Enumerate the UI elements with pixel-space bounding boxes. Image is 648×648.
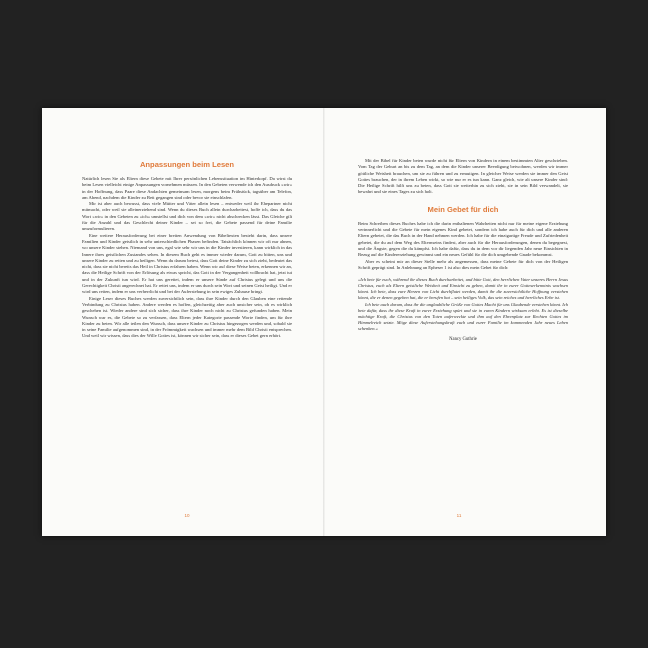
left-paragraph-4: Einige Leser dieses Buches werden zuversichtlich sein, dass ihre Kinder durch den Glauben eine rettende Verbindung zu Christus haben. Andere werden es hoffen, gleichzeitig aber auch unsicher sein, ob es wirklich geschehen ist. Wieder andere sind sich sicher, dass ihre Kinder noch nicht zu Christus gefunden haben. Mein Wunsch war es, die Gebete so zu verfassen, dass Eltern jeder Kategorie passende Worte finden, um für ihre Kinder zu beten. Wir alle teilen den Wunsch, dass unsere Kinder zu Christus hingezogen werden und, sobald sie in seine Familie aufgenommen sind, in der Frömmigkeit wachsen und immer mehr dem Bild Christi entsprechen. Und weil wir wissen, dass dies der Wille Gottes ist, können wir sicher sein, dass er dieses Gebet gern erhört. xyxy=(82,295,292,339)
left-text-column xyxy=(82,160,292,340)
book-spread xyxy=(42,108,606,536)
right-intro-paragraph: Mit der Bibel für Kinder beten wurde nicht für Eltern von Kindern in einem bestimmten Alter geschrieben. Vom Tag der Geburt an bis zu dem Tag, an dem die Kinder unserer Beerdigung beiwohnen, werden wir immer göttliche Weisheit brauchen, um sie zu führen und zu ermutigen. In gleicher Weise werden sie immer den Geist Gottes brauchen, der in ihrem Leben wirkt, so wie nur er es tun kann. Ganz gleich, wie alt unsere Kinder sind: Die Heilige Schrift hilft uns zu beten, dass Gott sie weiterhin zu sich zieht, sie in sein Bild verwandelt, sie bewahrt und sie eines Tages zu sich holt. xyxy=(358,158,568,195)
right-paragraph-1: Beim Schreiben dieses Buches habe ich die darin enthaltenen Wahrheiten nicht nur für meine eigene Erziehung verinnerlicht und die Gebete für mein eigenes Kind gebetet, sondern ich habe auch für dich und alle anderen Eltern gebetet, die das Buch in der Hand nehmen werden. Ich habe für die einzigartige Freude und Zufriedenheit gebetet, die du auf dem Weg des Elternseins findest, aber auch für die Herausforderungen, denen du begegnest, und die Ängste, gegen die du kämpfst. Ich habe dafür, dass du in dem vor dir liegenden Jahr neue Einsichten in Bezug auf die Kindererziehung gewinnst und ein neues Gefühl für die dich umgebende Gnade bekommst. xyxy=(358,220,568,258)
right-page xyxy=(324,108,606,536)
section-heading-anpassungen: Anpassungen beim Lesen xyxy=(139,160,235,169)
left-paragraph-2: Mir ist aber auch bewusst, dass viele Mütter und Väter allein lesen – entweder weil ihr Ehepartner nicht mitmacht, oder weil sie alleinerziehend sind. Wenn du dieses Buch allein durcharbeitest, hoffe ich, dass du das Wort »wir« in den Gebeten zu »ich« umstellst und dich von dem »wir« nicht abschrecken lässt. Das Gleiche gilt für die Anzahl und das Geschlecht deiner Kinder – sei so frei, die Gebete passend für deine Familie umzuformulieren. xyxy=(82,201,292,232)
right-text-column xyxy=(358,158,568,343)
prayer-paragraph-1: »Ich bete für euch, während ihr dieses Buch durcharbeitet, und bitte Gott, den herrlichen Vater unseres Herrn Jesus Christus, euch als Eltern geistliche Weisheit und Einsicht zu geben, damit ihr in eurer Gotteserkenntnis wachsen könnt. Ich bete, dass eure Herzen von Licht durchflutet werden, damit ihr die zuversichtliche Hoffnung verstehen könnt, die er denen gegeben hat, die er berufen hat – sein heiliges Volk, das sein reiches und herrliches Erbe ist. xyxy=(358,277,568,301)
left-paragraph-3: Eine weitere Herausforderung bei einer breiten Anwendung von Bibeltexten besteht darin, dass unsere Familien und Kinder geistlich in sehr unterschiedlichen Phasen befinden. Tatsächlich können wir oft nur ahnen, wo unsere Kinder stehen. Niemand von uns, egal wie sehr wir uns in die Kinder investieren, kann wirklich in das Innere ihres geistlichen Zustandes sehen. In diesem Buch geht es immer wieder darum, Gott zu bitten, uns und unsere Kinder zu retten und zu heiligen. Wenn du darum betest, dass Gott deine Kinder zu sich zieht, bedeutet das nicht, dass sie nicht bereits das Heil in Christus erfahren haben. Wenn wir auf diese Weise beten, erkennen wir an, dass die Heilige Schrift von der Erlösung als etwas spricht, das Gott in der Vergangenheit vollbracht hat, jetzt tut und in der Zukunft tun wird. Er hat uns gerettet, indem er unsere Sünde auf Christus gelegt und uns die Gerechtigkeit Christi angerechnet hat. Er rettet uns, indem er uns durch sein Wort und seinen Geist heiligt. Und er wird uns retten, indem er uns verherrlicht und bei der Auferstehung in sein ewiges Zuhause bringt. xyxy=(82,232,292,295)
page-number-right: 11 xyxy=(456,513,462,518)
section-heading-mein-gebet: Mein Gebet für dich xyxy=(427,204,499,214)
left-page xyxy=(42,108,324,536)
right-paragraph-2: Aber es scheint mir an dieser Stelle mehr als angemessen, dass meine Gebete für dich von der Heiligen Schrift geprägt sind. In Anlehnung an Epheser 1 ist also dies mein Gebet für dich: xyxy=(358,258,568,270)
left-paragraph-1: Natürlich lesen Sie als Eltern diese Gebete mit Ihrer persönlichen Lebenssituation im Hinterkopf. Da wirst du beim Lesen vielleicht einige Anpassungen vornehmen müssen. In den Gebeten verwende ich den Ausdruck »wir« in der Hoffnung, dass Paare diese Andachten gemeinsam lesen, morgens beim Frühstück, tagsüber am Telefon, am Abend, nachdem die Kinder zu Bett gegangen sind oder bevor sie einschlafen. xyxy=(82,176,292,200)
prayer-block xyxy=(358,277,568,332)
prayer-author: Nancy Guthrie xyxy=(449,337,477,342)
page-number-left: 10 xyxy=(184,513,190,518)
prayer-paragraph-2: Ich bete auch darum, dass ihr die unglaubliche Größe von Gottes Macht für uns Glaubende verstehen könnt. Ich bete dafür, dass ihr diese Kraft in eurer Erziehung spürt und sie in euren Kindern wirksam erlebt. Es ist dieselbe mächtige Kraft, die Christus von den Toten auferweckte und ihm auf den Ehrenplatz zur Rechten Gottes im Himmelreich setzte. Möge diese Auferstehungskraft euch und eurer Familie im kommenden Jahr neues Leben schenken.« xyxy=(358,301,568,331)
